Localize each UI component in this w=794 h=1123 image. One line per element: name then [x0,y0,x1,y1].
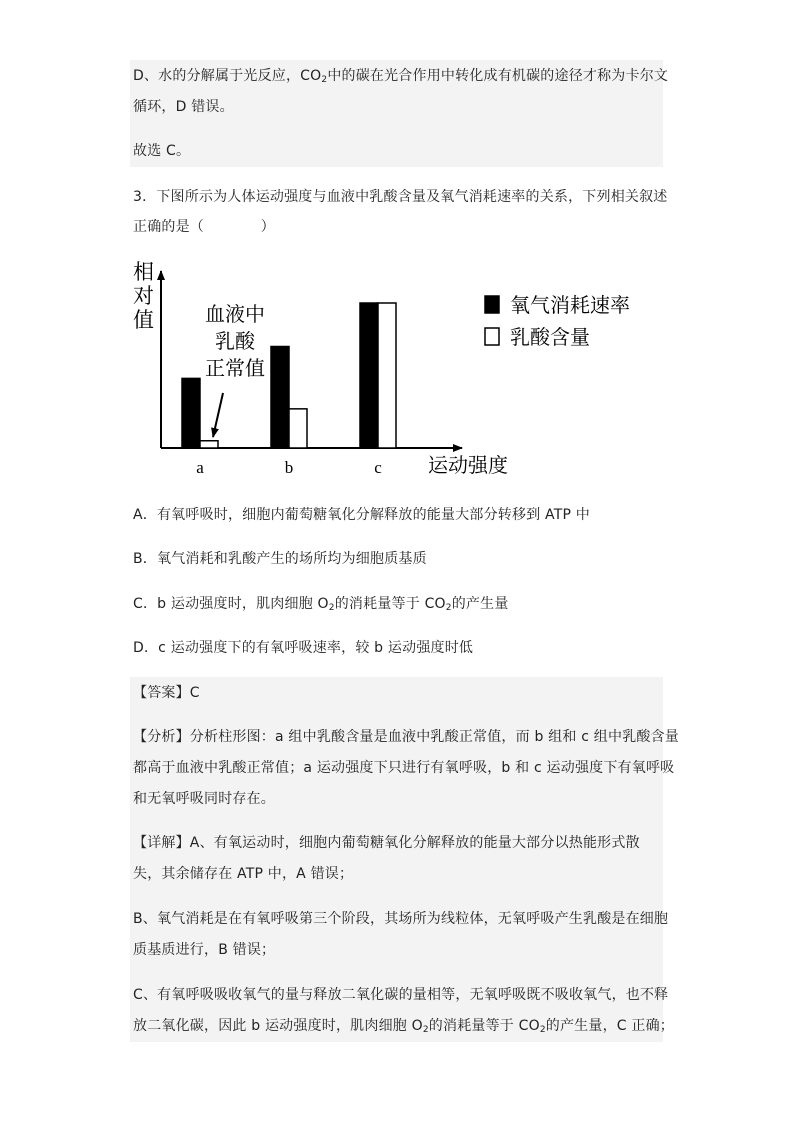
y-axis-label-char: 对 [133,284,154,308]
answer: 【答案】C [133,685,200,701]
text-part: 的产生量 [451,596,509,612]
text-part: 放二氧化碳，因此 b 运动强度时，肌肉细胞 O [133,1018,423,1034]
bar-oxygen-b [271,347,289,449]
bar-oxygen-c [360,303,378,448]
subscript: 2 [445,603,452,613]
bar-lactate-c [378,303,396,448]
analysis-line2: 都高于血液中乳酸正常值；a 运动强度下只进行有氧呼吸，b 和 c 运动强度下有氧呼吸 [133,760,675,776]
subscript: 2 [539,1025,546,1035]
legend [485,293,630,349]
text-part: D、水的分解属于光反应，CO [133,68,322,84]
subscript: 2 [321,75,328,85]
text-part: 的产生量，C 正确； [545,1018,675,1034]
prev-conclusion: 故选 C。 [133,143,191,159]
option-b: B．氧气消耗和乳酸产生的场所均为细胞质基质 [133,551,427,567]
bar-lactate-b [289,409,307,448]
detail-a-line1: 【详解】A、有氧运动时，细胞内葡萄糖氧化分解释放的能量大部分以热能形式散 [133,835,640,851]
annotation-line: 正常值 [205,356,265,380]
annotation-line: 血液中 [205,302,265,326]
option-d: D．c 运动强度下的有氧呼吸速率，较 b 运动强度时低 [133,640,474,656]
text-part: 的消耗量等于 CO [428,1018,540,1034]
bar-oxygen-a [182,378,200,448]
detail-c-line2 [133,1016,674,1036]
x-tick-c: c [374,458,382,477]
option-a: A．有氧呼吸时，细胞内葡萄糖氧化分解释放的能量大部分转移到 ATP 中 [133,507,590,523]
prev-option-d-line2: 循环，D 错误。 [133,99,234,115]
y-axis-label [133,260,154,332]
bar-lactate-a [200,441,218,448]
detail-c-line1: C、有氧呼吸吸收氧气的量与释放二氧化碳的量相等，无氧呼吸既不吸收氧气，也不释 [133,987,669,1003]
x-tick-labels [196,458,382,477]
option-c [133,594,509,614]
question-line1: 3．下图所示为人体运动强度与血液中乳酸含量及氧气消耗速率的关系，下列相关叙述 [133,189,668,205]
analysis-line1: 【分析】分析柱形图：a 组中乳酸含量是血液中乳酸正常值，而 b 组和 c 组中乳酸含量 [133,729,680,745]
text-part: 的消耗量等于 CO [334,596,446,612]
y-axis-label-char: 相 [133,260,154,284]
legend-label-oxygen: 氧气消耗速率 [510,293,630,317]
bar-chart [125,255,685,485]
question-line2: 正确的是（ ） [133,219,275,235]
annotation-arrow [213,393,223,437]
legend-swatch-oxygen [485,296,499,313]
subscript: 2 [422,1025,429,1035]
analysis-line3: 和无氧呼吸同时存在。 [133,791,275,807]
annotation-line: 乳酸 [215,329,255,353]
text-part: 中的碳在光合作用中转化成有机碳的途径才称为卡尔文 [327,68,669,84]
y-axis-label-char: 值 [133,308,154,332]
prev-option-d-line1 [133,66,668,86]
detail-b-line1: B、氧气消耗是在有氧呼吸第三个阶段，其场所为线粒体，无氧呼吸产生乳酸是在细胞 [133,911,669,927]
detail-b-line2: 质基质进行，B 错误； [133,942,276,958]
legend-label-lactate: 乳酸含量 [510,325,590,349]
detail-a-line2: 失，其余储存在 ATP 中，A 错误； [133,866,354,882]
text-part: C．b 运动强度时，肌肉细胞 O [133,596,329,612]
x-tick-a: a [196,458,204,477]
subscript: 2 [328,603,335,613]
x-axis-label: 运动强度 [428,453,508,477]
x-tick-b: b [284,458,294,477]
legend-swatch-lactate [485,328,499,345]
annotation-normal-lactate [205,302,265,380]
